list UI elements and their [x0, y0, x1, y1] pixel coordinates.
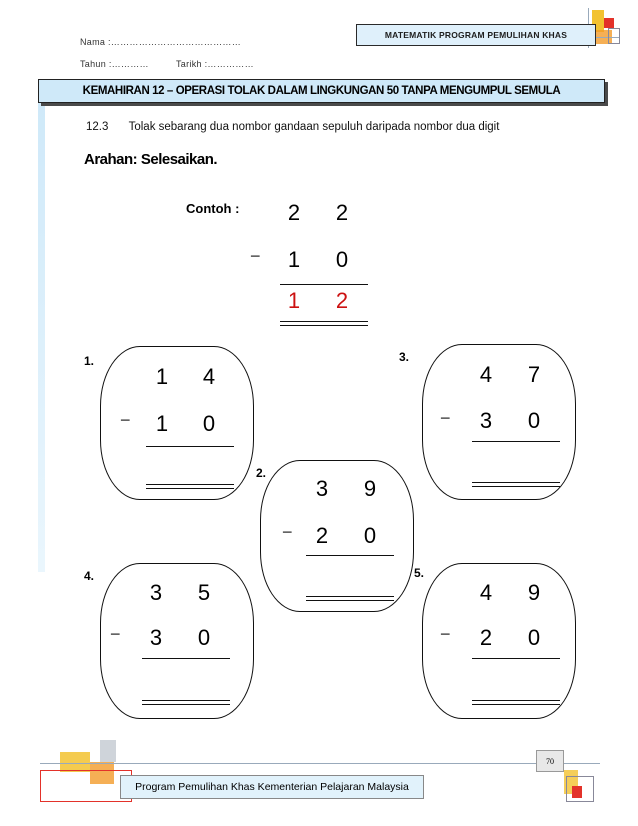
problem-2-bottom-ones: 0	[363, 523, 377, 548]
problem-4-top-ones: 5	[197, 580, 211, 605]
problem-4-number: 4.	[84, 569, 95, 583]
problem-4-minus: −	[110, 624, 121, 644]
problem-4-bottom-tens: 3	[149, 625, 163, 650]
problem-3-answer-line	[472, 482, 560, 487]
problem-1-bottom-ones: 0	[202, 411, 216, 436]
example-answer-ones: 2	[335, 288, 349, 313]
decor-square-outline	[608, 28, 620, 44]
problem-3-number: 3.	[399, 350, 410, 364]
example-label: Contoh :	[186, 201, 240, 216]
example-top-ones: 2	[335, 200, 349, 225]
problem-2-answer-line	[306, 596, 394, 601]
problem-1-rule	[146, 446, 234, 447]
problem-4-oval	[100, 563, 254, 719]
decor-bottom-line	[40, 763, 600, 764]
example-top-tens: 2	[287, 200, 301, 225]
problem-5-minus: −	[440, 624, 451, 644]
problem-5-top-tens: 4	[479, 580, 493, 605]
problem-2-top-ones: 9	[363, 476, 377, 501]
example-bottom-tens: 1	[287, 247, 301, 272]
problem-5-bottom-tens: 2	[479, 625, 493, 650]
problem-2-rule	[306, 555, 394, 556]
problem-4-bottom-ones: 0	[197, 625, 211, 650]
subtitle	[86, 121, 499, 133]
problem-1-top-tens: 1	[155, 364, 169, 389]
subtitle-text: Tolak sebarang dua nombor gandaan sepuluh daripada nombor dua digit	[128, 121, 500, 133]
problem-1-answer-line	[146, 484, 234, 489]
decor-bottom-gray	[100, 740, 116, 762]
problem-3-bottom-ones: 0	[527, 408, 541, 433]
program-label: MATEMATIK PROGRAM PEMULIHAN KHAS	[356, 24, 596, 46]
problem-3-bottom-tens: 3	[479, 408, 493, 433]
page-number: 70	[536, 750, 564, 772]
problem-5-bottom-ones: 0	[527, 625, 541, 650]
decor-square-red	[604, 18, 614, 28]
example-rule	[280, 284, 368, 285]
example-answer-tens: 1	[287, 288, 301, 313]
example-minus: −	[250, 246, 261, 266]
problem-1-top-ones: 4	[202, 364, 216, 389]
problem-1-minus: −	[120, 410, 131, 430]
tahun-field: Tahun :…………	[80, 59, 149, 69]
problem-3-top-tens: 4	[479, 362, 493, 387]
tarikh-field: Tarikh :……………	[176, 59, 254, 69]
nama-field: Nama :……………………………………	[80, 37, 242, 47]
footer-label: Program Pemulihan Khas Kementerian Pelajaran Malaysia	[120, 775, 424, 799]
problem-1-bottom-tens: 1	[155, 411, 169, 436]
problem-2-bottom-tens: 2	[315, 523, 329, 548]
decor-bottom-right-outline	[566, 776, 594, 802]
example-bottom-ones: 0	[335, 247, 349, 272]
decor-side-bar	[38, 102, 45, 572]
problem-3-minus: −	[440, 408, 451, 428]
instruction: Arahan: Selesaikan.	[84, 151, 218, 168]
example-double-rule	[280, 321, 368, 326]
problem-2-number: 2.	[256, 466, 267, 480]
decor-bottom-yellow	[60, 752, 90, 772]
problem-5-number: 5.	[414, 566, 425, 580]
problem-5-answer-line	[472, 700, 560, 705]
problem-4-rule	[142, 658, 230, 659]
problem-5-top-ones: 9	[527, 580, 541, 605]
problem-3-rule	[472, 441, 560, 442]
problem-5-rule	[472, 658, 560, 659]
decor-bottom-red-outline	[40, 770, 132, 802]
problem-1-number: 1.	[84, 354, 95, 368]
problem-4-answer-line	[142, 700, 230, 705]
problem-2-top-tens: 3	[315, 476, 329, 501]
problem-2-minus: −	[282, 522, 293, 542]
problem-4-top-tens: 3	[149, 580, 163, 605]
skill-banner: KEMAHIRAN 12 – OPERASI TOLAK DALAM LINGKUNGAN 50 TANPA MENGUMPUL SEMULA	[38, 79, 605, 103]
subtitle-code: 12.3	[86, 121, 109, 133]
problem-3-top-ones: 7	[527, 362, 541, 387]
